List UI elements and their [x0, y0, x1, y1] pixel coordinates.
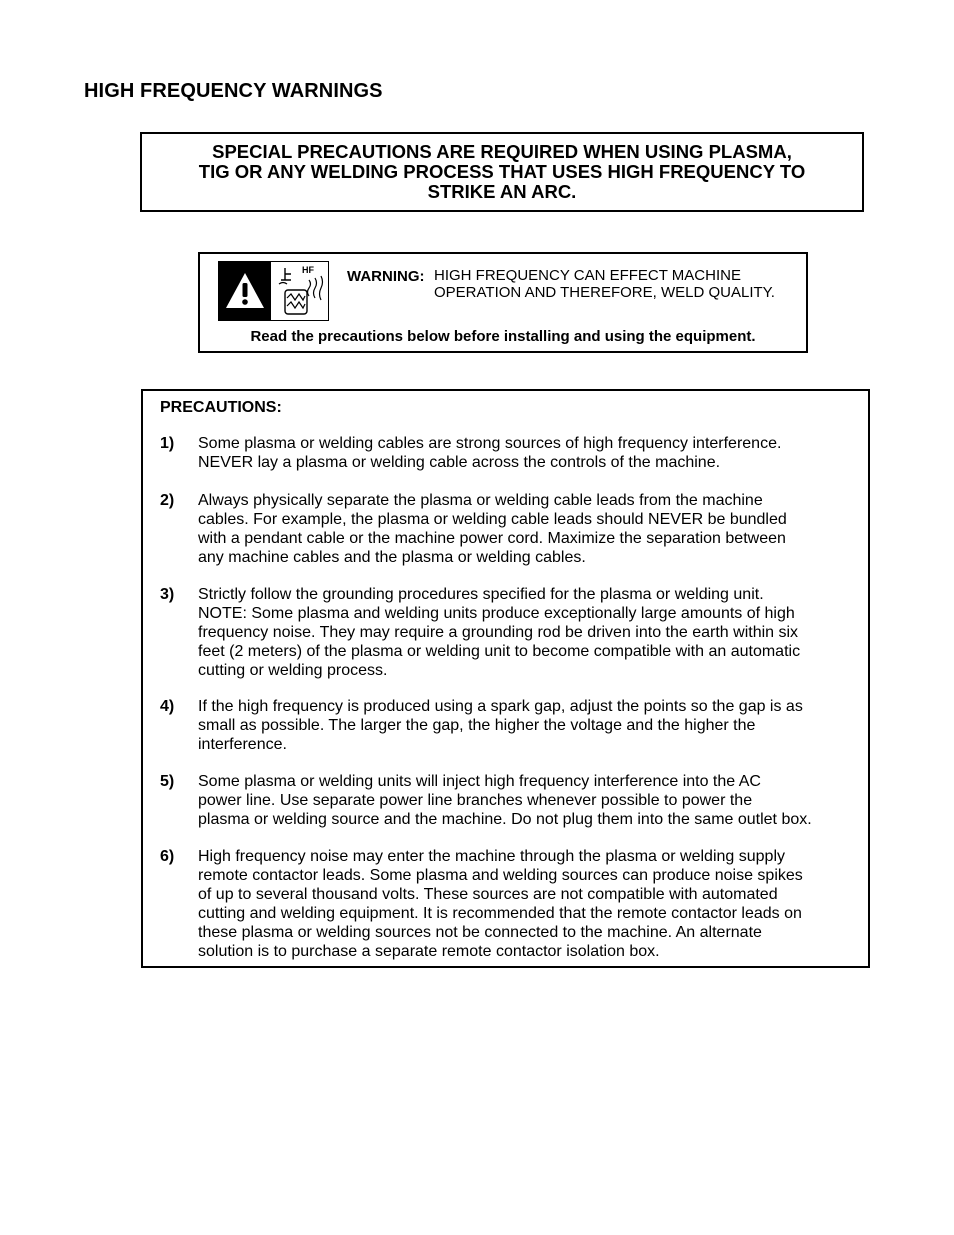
warning-triangle-icon: [219, 262, 271, 320]
item-line: feet (2 meters) of the plasma or welding unit to become compatible with an automatic: [198, 642, 801, 660]
item-number: 5): [160, 773, 175, 790]
item-line: NEVER lay a plasma or welding cable across the controls of the machine.: [198, 453, 721, 471]
item-line: solution is to purchase a separate remote contactor isolation box.: [198, 942, 660, 960]
warning-panel: [198, 252, 808, 353]
high-frequency-icon: [271, 262, 328, 320]
item-text: [198, 492, 787, 568]
item-text: [198, 773, 812, 830]
item-line: these plasma or welding sources not be connected to the machine. An alternate: [198, 923, 762, 941]
item-line: High frequency noise may enter the machine through the plasma or welding supply: [198, 848, 785, 865]
item-line: cables. For example, the plasma or welding cable leads should NEVER be bundled: [198, 510, 787, 528]
hf-icon-label: HF: [302, 265, 314, 275]
item-number: 6): [160, 848, 175, 865]
item-text: [198, 848, 803, 961]
warning-line: OPERATION AND THEREFORE, WELD QUALITY.: [434, 283, 775, 301]
warning-text: [434, 268, 775, 301]
item-line: cutting and welding equipment. It is recommended that the remote contactor leads on: [198, 904, 802, 922]
item-line: Always physically separate the plasma or welding cable leads from the machine: [198, 492, 763, 509]
special-precautions-notice: [140, 132, 864, 212]
item-line: remote contactor leads. Some plasma and welding sources can produce noise spikes: [198, 866, 803, 884]
precautions-heading: PRECAUTIONS:: [160, 399, 282, 416]
warning-line: HIGH FREQUENCY CAN EFFECT MACHINE: [434, 267, 741, 284]
special-precautions-text: [199, 142, 805, 202]
item-line: Strictly follow the grounding procedures specified for the plasma or welding unit.: [198, 586, 764, 603]
item-line: with a pendant cable or the machine power cord. Maximize the separation between: [198, 529, 786, 547]
item-line: of up to several thousand volts. These sources are not compatible with automated: [198, 885, 778, 903]
item-text: [198, 435, 781, 473]
item-number: 2): [160, 492, 175, 509]
item-line: Some plasma or welding cables are strong sources of high frequency interference.: [198, 435, 782, 452]
item-line: interference.: [198, 735, 287, 753]
item-line: If the high frequency is produced using a spark gap, adjust the points so the gap is as: [198, 698, 803, 715]
warning-label: WARNING:: [347, 268, 425, 285]
item-line: cutting or welding process.: [198, 661, 388, 679]
item-line: power line. Use separate power line branches whenever possible to power the: [198, 791, 753, 809]
notice-line: TIG OR ANY WELDING PROCESS THAT USES HIGH FREQUENCY TO: [198, 161, 806, 182]
notice-line: SPECIAL PRECAUTIONS ARE REQUIRED WHEN USING PLASMA,: [212, 141, 792, 162]
item-number: 3): [160, 586, 175, 603]
item-line: any machine cables and the plasma or welding cables.: [198, 548, 586, 566]
item-line: frequency noise. They may require a grounding rod be driven into the earth within six: [198, 623, 799, 641]
item-number: 4): [160, 698, 175, 715]
item-text: [198, 586, 800, 681]
item-text: [198, 698, 803, 755]
read-precautions-note: Read the precautions below before installing and using the equipment.: [250, 328, 756, 345]
item-line: small as possible. The larger the gap, the higher the voltage and the higher the: [198, 716, 756, 734]
page-title: HIGH FREQUENCY WARNINGS: [84, 80, 383, 102]
item-line: plasma or welding source and the machine. Do not plug them into the same outlet box.: [198, 810, 812, 828]
item-number: 1): [160, 435, 175, 452]
notice-line: STRIKE AN ARC.: [427, 181, 577, 202]
warning-symbol: [218, 261, 329, 321]
precautions-panel: [141, 389, 870, 968]
item-line: NOTE: Some plasma and welding units produce exceptionally large amounts of high: [198, 604, 795, 622]
item-line: Some plasma or welding units will inject high frequency interference into the AC: [198, 773, 761, 790]
